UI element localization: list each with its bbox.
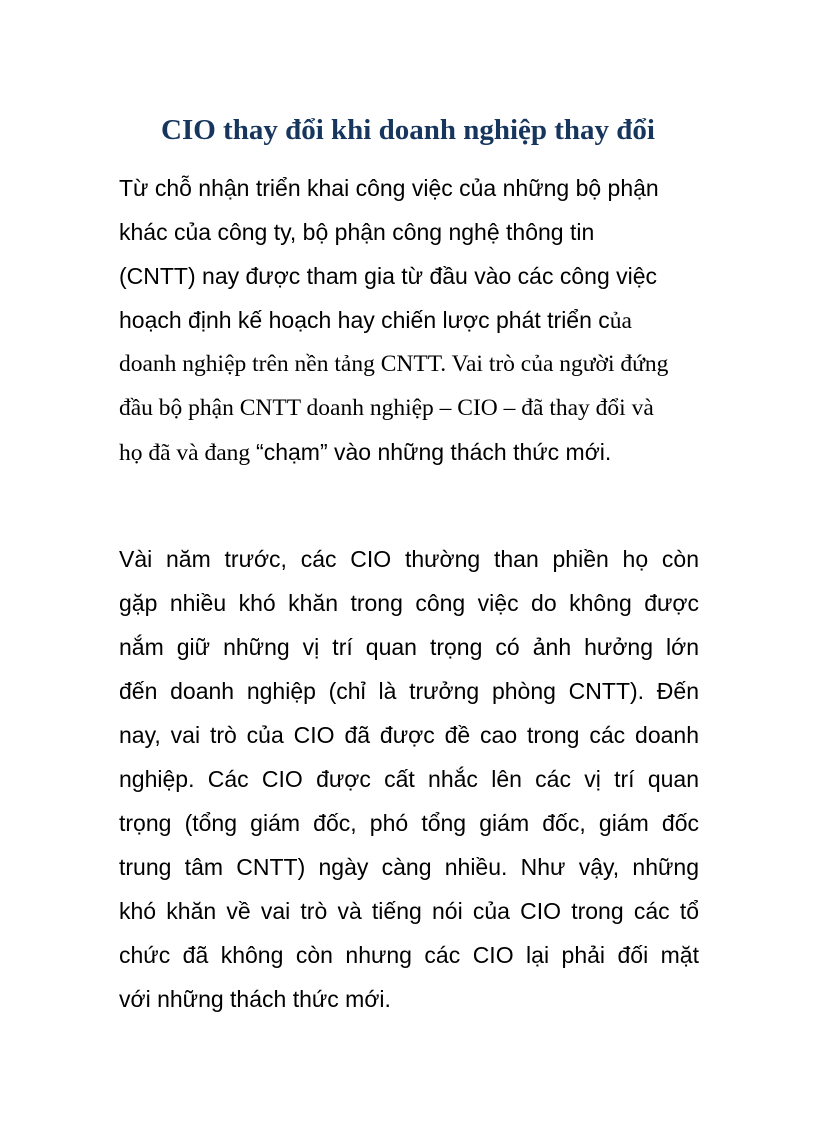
intro-paragraph: [119, 166, 699, 474]
intro-line-2: khác của công ty, bộ phận công nghệ thông tin: [119, 219, 595, 245]
intro-line-3: (CNTT) nay được tham gia từ đầu vào các công việc: [119, 263, 658, 289]
intro-line-4-serif: ủa: [609, 308, 632, 334]
body-line: trọng (tổng giám đốc, phó tổng giám đốc, giám đốc: [119, 810, 699, 836]
body-line: đến doanh nghiệp (chỉ là trưởng phòng CNTT). Đến: [119, 678, 699, 704]
body-line: Vài năm trước, các CIO thường than phiền họ còn: [119, 546, 699, 572]
intro-line-7-serif: họ đã và đang: [119, 440, 257, 466]
body-line-last: với những thách thức mới.: [119, 986, 391, 1012]
body-line: nghiệp. Các CIO được cất nhắc lên các vị trí quan: [119, 766, 699, 792]
intro-line-6: đầu bộ phận CNTT doanh nghiệp – CIO – đã thay đổi và: [119, 395, 654, 421]
body-line: khó khăn về vai trò và tiếng nói của CIO trong các tổ: [119, 898, 699, 924]
body-paragraph: [119, 537, 699, 1021]
body-line: trung tâm CNTT) ngày càng nhiều. Như vậy, những: [119, 854, 699, 880]
intro-line-4-sans: hoạch định kế hoạch hay chiến lược phát triển c: [119, 307, 610, 333]
body-line: gặp nhiều khó khăn trong công việc do không được: [119, 590, 699, 616]
intro-line-7-sans: “chạm” vào những thách thức mới.: [256, 439, 612, 465]
intro-line-7: [119, 430, 699, 474]
intro-line-4: [119, 298, 699, 342]
intro-line-1: Từ chỗ nhận triển khai công việc của những bộ phận: [119, 175, 659, 201]
body-line: nắm giữ những vị trí quan trọng có ảnh hưởng lớn: [119, 634, 699, 660]
body-line: chức đã không còn nhưng các CIO lại phải đối mặt: [119, 942, 699, 968]
article-title: CIO thay đổi khi doanh nghiệp thay đổi: [161, 114, 655, 146]
intro-line-5: doanh nghiệp trên nền tảng CNTT. Vai trò của người đứng: [119, 351, 669, 377]
body-line: nay, vai trò của CIO đã được đề cao trong các doanh: [119, 722, 699, 748]
